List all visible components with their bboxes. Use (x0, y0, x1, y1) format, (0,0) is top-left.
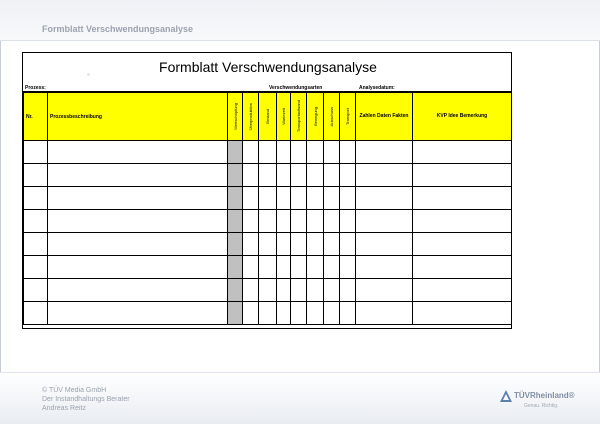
col-bestand (259, 93, 277, 141)
col-wertschoepfung (228, 93, 243, 141)
table-cell[interactable] (291, 233, 307, 256)
table-row (24, 279, 512, 302)
col-wartezeit-label: Wartezeit (281, 108, 286, 125)
footer-credits (42, 386, 130, 413)
col-wartezeit (277, 93, 291, 141)
table-cell[interactable] (324, 256, 340, 279)
table-cell[interactable] (291, 302, 307, 325)
triangle-logo-icon (500, 390, 512, 402)
table-row (24, 141, 512, 164)
table-cell[interactable] (228, 279, 243, 302)
table-cell[interactable] (48, 187, 228, 210)
table-cell[interactable] (228, 256, 243, 279)
table-cell[interactable] (48, 164, 228, 187)
table-cell[interactable] (307, 302, 324, 325)
col-wertschoepfung-label: Wertschöpfung (232, 103, 238, 130)
footer-copyright: © TÜV Media GmbH (42, 387, 107, 394)
table-cell[interactable] (243, 210, 259, 233)
table-cell[interactable] (277, 210, 291, 233)
table-cell[interactable] (243, 187, 259, 210)
table-header-row (24, 93, 512, 141)
col-ueberproduktion-label: Überproduktion (248, 102, 253, 131)
table-cell[interactable] (356, 302, 413, 325)
verschwendungsarten-label: Verschwendungsarten (269, 85, 323, 91)
table-cell[interactable] (24, 279, 48, 302)
table-cell[interactable] (24, 302, 48, 325)
table-cell[interactable] (291, 256, 307, 279)
table-cell[interactable] (228, 164, 243, 187)
table-cell[interactable] (324, 233, 340, 256)
col-nr: Nr. (24, 93, 48, 141)
footer-author: Andreas Reitz (42, 405, 86, 412)
table-cell[interactable] (24, 233, 48, 256)
col-bewegung (307, 93, 324, 141)
brand-slogan: Genau. Richtig. (524, 403, 559, 409)
table-cell[interactable] (277, 187, 291, 210)
col-bestand-label: Bestand (265, 109, 270, 124)
table-cell[interactable] (259, 187, 277, 210)
table-cell[interactable] (340, 210, 356, 233)
table-cell[interactable] (340, 187, 356, 210)
table-cell[interactable] (259, 210, 277, 233)
table-cell[interactable] (48, 141, 228, 164)
col-transportaufwand-label: Transportaufwand (296, 100, 301, 133)
table-cell[interactable] (340, 164, 356, 187)
table-cell[interactable] (24, 256, 48, 279)
table-cell[interactable] (259, 256, 277, 279)
table-cell[interactable] (324, 164, 340, 187)
table-cell[interactable] (291, 141, 307, 164)
table-cell[interactable] (413, 302, 512, 325)
table-cell[interactable] (291, 279, 307, 302)
table-cell[interactable] (277, 141, 291, 164)
table-row (24, 187, 512, 210)
table-cell[interactable] (307, 164, 324, 187)
table-cell[interactable] (307, 256, 324, 279)
col-kvp-idee: KVP Idee Bemerkung (413, 93, 512, 141)
header-divider (0, 40, 600, 41)
table-cell[interactable] (259, 141, 277, 164)
table-cell[interactable] (24, 210, 48, 233)
col-ausschuss (324, 93, 340, 141)
table-cell[interactable] (356, 279, 413, 302)
table-cell[interactable] (48, 279, 228, 302)
table-cell[interactable] (228, 302, 243, 325)
slide-title: Formblatt Verschwendungsanalyse (42, 24, 194, 34)
table-cell[interactable] (307, 141, 324, 164)
table-row (24, 233, 512, 256)
table-cell[interactable] (277, 164, 291, 187)
waste-analysis-form (22, 52, 512, 329)
table-cell[interactable] (356, 187, 413, 210)
table-cell[interactable] (324, 187, 340, 210)
table-cell[interactable] (307, 279, 324, 302)
table-cell[interactable] (228, 233, 243, 256)
table-cell[interactable] (356, 210, 413, 233)
prozess-label: Prozess: (25, 85, 46, 91)
table-row (24, 210, 512, 233)
table-cell[interactable] (277, 279, 291, 302)
table-cell[interactable] (48, 302, 228, 325)
table-cell[interactable] (24, 164, 48, 187)
analysis-table (23, 92, 512, 325)
table-cell[interactable] (277, 256, 291, 279)
table-cell[interactable] (307, 233, 324, 256)
analysedatum-label: Analysedatum: (359, 85, 395, 91)
table-cell[interactable] (324, 279, 340, 302)
table-cell[interactable] (413, 210, 512, 233)
table-cell[interactable] (243, 302, 259, 325)
table-row (24, 302, 512, 325)
table-cell[interactable] (291, 187, 307, 210)
table-cell[interactable] (48, 210, 228, 233)
table-cell[interactable] (356, 141, 413, 164)
table-cell[interactable] (277, 302, 291, 325)
table-cell[interactable] (307, 210, 324, 233)
table-cell[interactable] (356, 233, 413, 256)
table-cell[interactable] (277, 233, 291, 256)
table-row (24, 164, 512, 187)
table-cell[interactable] (48, 233, 228, 256)
table-cell[interactable] (340, 233, 356, 256)
table-cell[interactable] (259, 233, 277, 256)
table-cell[interactable] (340, 302, 356, 325)
col-transport-label: Transport (345, 108, 350, 125)
table-cell[interactable] (291, 164, 307, 187)
header-bar (0, 0, 600, 40)
table-cell[interactable] (24, 187, 48, 210)
table-cell[interactable] (228, 210, 243, 233)
table-cell[interactable] (24, 141, 48, 164)
table-cell[interactable] (413, 141, 512, 164)
table-cell[interactable] (259, 302, 277, 325)
col-zahlen-daten-fakten: Zahlen Daten Fakten (356, 93, 413, 141)
table-cell[interactable] (228, 141, 243, 164)
col-ausschuss-label: Ausschuss (329, 106, 334, 127)
table-cell[interactable] (48, 256, 228, 279)
table-cell[interactable] (243, 233, 259, 256)
col-ueberproduktion (243, 93, 259, 141)
col-transport (340, 93, 356, 141)
tuv-rheinland-logo (500, 388, 592, 414)
table-row (24, 256, 512, 279)
table-cell[interactable] (228, 187, 243, 210)
table-cell[interactable] (243, 141, 259, 164)
table-cell[interactable] (413, 164, 512, 187)
table-cell[interactable] (356, 256, 413, 279)
table-cell[interactable] (356, 164, 413, 187)
table-cell[interactable] (243, 279, 259, 302)
footer-divider (0, 372, 600, 373)
footer-publication: Der Instandhaltungs Berater (42, 396, 130, 403)
table-cell[interactable] (324, 141, 340, 164)
col-bewegung-label: Bewegung (312, 107, 318, 126)
table-cell[interactable] (340, 279, 356, 302)
table-cell[interactable] (340, 141, 356, 164)
table-cell[interactable] (413, 279, 512, 302)
table-cell[interactable] (307, 187, 324, 210)
table-cell[interactable] (413, 233, 512, 256)
table-cell[interactable] (291, 210, 307, 233)
table-cell[interactable] (340, 256, 356, 279)
col-transportaufwand (291, 93, 307, 141)
table-cell[interactable] (259, 279, 277, 302)
table-cell[interactable] (324, 302, 340, 325)
table-cell[interactable] (324, 210, 340, 233)
brand-name: TÜVRheinland® (514, 391, 575, 400)
table-cell[interactable] (243, 256, 259, 279)
table-cell[interactable] (413, 187, 512, 210)
form-title: Formblatt Verschwendungsanalyse (159, 59, 377, 75)
table-cell[interactable] (259, 164, 277, 187)
table-cell[interactable] (243, 164, 259, 187)
table-cell[interactable] (413, 256, 512, 279)
col-prozessbeschreibung: Prozessbeschreibung (48, 93, 228, 141)
